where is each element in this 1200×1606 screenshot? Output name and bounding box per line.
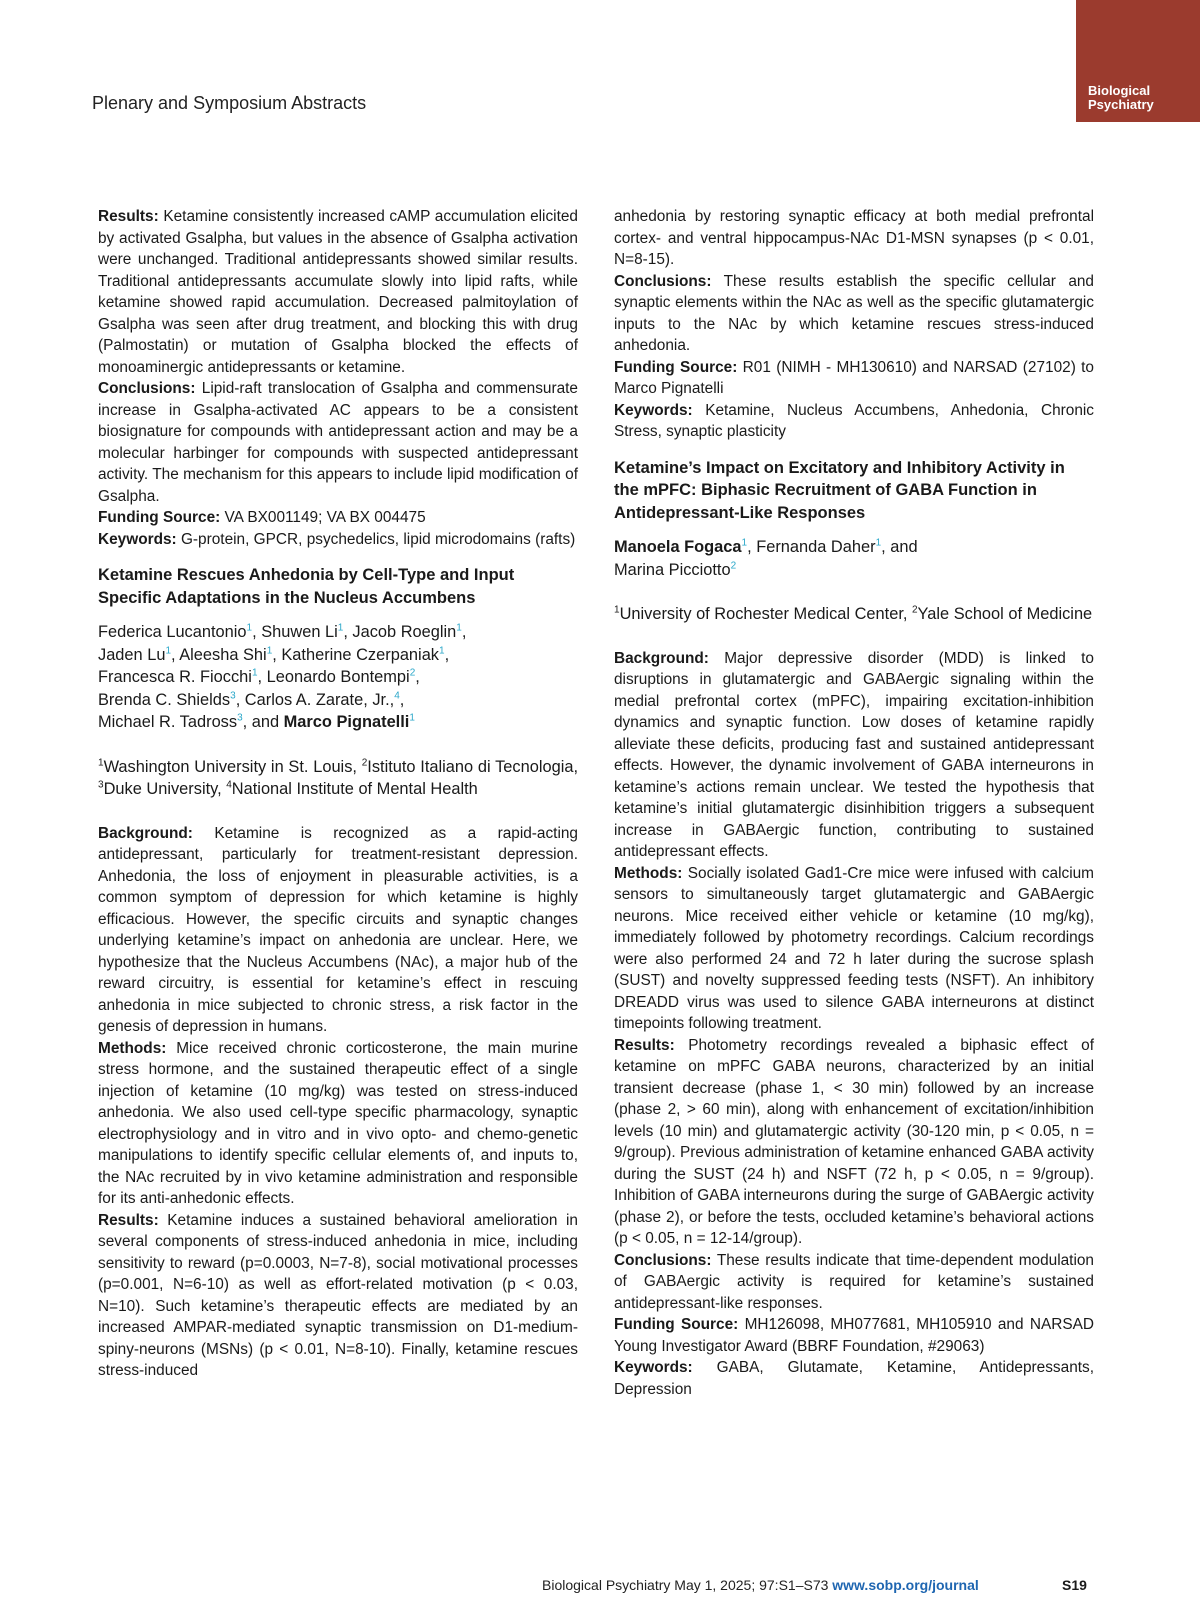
author-sup: 1: [875, 537, 882, 549]
affil-name: Duke University,: [103, 780, 227, 798]
section-label: Funding Source:: [614, 358, 738, 376]
author: Michael R. Tadross: [98, 713, 238, 731]
keywords-paragraph: [614, 400, 1094, 443]
section-text: These results establish the specific cellular and synaptic elements within the NAc as well as the specific glutamatergic inputs to the NAc by which ketamine rescues stress-induced anhedonia.: [614, 272, 1094, 354]
section-text: Ketamine, Nucleus Accumbens, Anhedonia, Chronic Stress, synaptic plasticity: [614, 401, 1094, 440]
author: Jacob Roeglin: [352, 623, 457, 641]
funding-paragraph: [614, 357, 1094, 400]
section-text: MH126098, MH077681, MH105910 and NARSAD Young Investigator Award (BBRF Foundation, #29063): [614, 1316, 1094, 1355]
section-label: Results:: [98, 208, 159, 225]
author: Fernanda Daher: [756, 538, 876, 556]
prev-conclusions-paragraph: [98, 378, 578, 507]
funding-paragraph: [614, 1314, 1094, 1357]
affil-name: Istituto Italiano di Tecnologia,: [367, 757, 579, 776]
author: Carlos A. Zarate, Jr.: [244, 690, 390, 709]
conclusions-paragraph: [614, 271, 1094, 357]
background-paragraph: [614, 648, 1094, 863]
citation-text: Biological Psychiatry May 1, 2025; 97:S1–S73: [542, 1577, 833, 1593]
journal-badge-line2: Psychiatry: [1088, 97, 1154, 112]
author: Francesca R. Fiocchi: [98, 668, 252, 686]
section-label: Keywords:: [614, 1359, 693, 1376]
affiliations: [614, 603, 1094, 626]
author-sup: 3: [237, 712, 243, 724]
section-text: GABA, Glutamate, Ketamine, Antidepressants, Depression: [614, 1359, 1094, 1398]
author-sup: 1: [165, 645, 172, 657]
methods-paragraph: [614, 863, 1094, 1035]
section-text: G-protein, GPCR, psychedelics, lipid microdomains (rafts): [176, 530, 576, 548]
author-sup: 1: [337, 622, 344, 634]
affil-name: Washington University in St. Louis,: [103, 757, 362, 776]
section-text: Lipid-raft translocation of Gsalpha and commensurate increase in Gsalpha-activated AC appears to be a consistent biosignature for compounds with antidepressant action and may be a molecular harbinger for compounds with suspected antidepressant activity. The mechanism for this appears to include lipid modification of Gsalpha.: [98, 380, 578, 505]
affil-sup: 1: [98, 757, 104, 769]
affil-name: Yale School of Medicine: [917, 605, 1093, 623]
prev-results-paragraph: [98, 206, 578, 378]
page-number: S19: [1062, 1577, 1087, 1593]
author-sup: 1: [456, 622, 462, 634]
results-continued-paragraph: [614, 206, 1094, 271]
section-label: Results:: [98, 1211, 159, 1229]
journal-badge: [1076, 0, 1200, 122]
author: Jaden Lu: [98, 645, 166, 664]
right-column: [614, 206, 1094, 1400]
author-sup: 1: [246, 622, 253, 634]
section-text: Ketamine induces a sustained behavioral amelioration in several components of stress-induced anhedonia in mice, including sensitivity to reward (p=0.0003, N=7-8), social motivational processes (p=0.001, N=6-10) as well as effort-related motivation (p < 0.03, N=10). Such ketamine’s therapeutic effects are mediated by an increased AMPAR-mediated synaptic transmission on D1-medium-spiny-neurons (MSNs) (p < 0.01, N=8-10). Finally, ketamine rescues stress-induced: [98, 1211, 578, 1379]
methods-paragraph: [98, 1038, 578, 1210]
prev-funding-paragraph: [98, 507, 578, 529]
section-label: Keywords:: [614, 401, 693, 419]
affil-sup: 4: [226, 779, 232, 791]
section-label: Background:: [614, 649, 709, 667]
author-sup: 2: [409, 667, 416, 679]
section-label: Keywords:: [98, 530, 177, 548]
author: Aleesha Shi: [179, 645, 267, 664]
and-word: , and: [242, 713, 284, 731]
author-sup: 1: [409, 712, 415, 724]
author-sup: 3: [230, 690, 236, 702]
section-label: Results:: [614, 1036, 675, 1054]
section-text: Socially isolated Gad1-Cre mice were infused with calcium sensors to simultaneously target glutamatergic and GABAergic neurons. Mice received either vehicle or ketamine (10 mg/kg), immediately followed by photometry recordings. Calcium recordings were also performed 24 and 72 h later during the sucrose splash (SUST) and novelty suppressed feeding tests (NSFT). An inhibitory DREADD virus was used to silence GABA interneurons at distinct timepoints following treatment.: [614, 864, 1094, 1032]
author: Federica Lucantonio: [98, 623, 247, 641]
author: Marina Picciotto: [614, 560, 731, 579]
affil-sup: 2: [911, 604, 918, 616]
footer-citation: [542, 1577, 979, 1593]
section-label: Funding Source:: [98, 509, 221, 526]
section-text: Photometry recordings revealed a biphasic effect of ketamine on mPFC GABA neurons, characterized by an initial transient decrease (phase 1, < 30 min) followed by an increase (phase 2, > 60 min), along with enhancement of excitation/inhibition levels (10 min) and glutamatergic activity (30-120 min, p < 0.05, n = 9/group). Previous administration of ketamine enhanced GABA activity during the SUST (24 h) and NSFT (72 h, p < 0.05, n = 9/group). Inhibition of GABA interneurons during the surge of GABAergic activity (phase 2), or before the tests, occluded ketamine’s behavioral actions (p < 0.05, n = 12-14/group).: [614, 1036, 1094, 1247]
section-text: Ketamine consistently increased cAMP accumulation elicited by activated Gsalpha, but values in the absence of Gsalpha activation were unchanged. Traditional antidepressants showed similar results. Traditional antidepressants accumulate slowly into lipid rafts, while ketamine showed rapid accumulation. Decreased palmitoylation of Gsalpha was seen after drug treatment, and blocking this with drug (Palmostatin) or mutation of Gsalpha blocked the effects of monoaminergic antidepressants or ketamine.: [98, 208, 578, 376]
affil-name: National Institute of Mental Health: [231, 780, 478, 798]
journal-badge-line1: Biological: [1088, 83, 1151, 98]
author-presenting: Marco Pignatelli: [283, 713, 410, 731]
background-paragraph: [98, 823, 578, 1038]
affil-name: University of Rochester Medical Center,: [619, 605, 912, 623]
author-sup: 1: [741, 537, 748, 549]
section-label: Conclusions:: [614, 272, 712, 290]
section-text: These results indicate that time-dependent modulation of GABAergic activity is required for ketamine’s sustained antidepressant-like responses.: [614, 1251, 1094, 1312]
conclusions-paragraph: [614, 1250, 1094, 1315]
affil-sup: 3: [98, 779, 104, 791]
author-sup: 2: [730, 560, 737, 572]
section-label: Conclusions:: [614, 1251, 712, 1269]
journal-url-link[interactable]: www.sobp.org/journal: [832, 1577, 979, 1593]
author: Shuwen Li: [261, 623, 338, 641]
author-sup: 4: [394, 690, 400, 702]
abstract-title: Ketamine Rescues Anhedonia by Cell-Type and Input Specific Adaptations in the Nucleus Accumbens: [98, 566, 515, 607]
section-label: Methods:: [98, 1039, 167, 1057]
affil-sup: 1: [614, 604, 620, 616]
author: Leonardo Bontempi: [266, 668, 410, 686]
author-sup: 1: [266, 645, 273, 657]
section-text: Mice received chronic corticosterone, the main murine stress hormone, and the sustained therapeutic effect of a single injection of ketamine (10 mg/kg) was tested on stress-induced anhedonia. We also used cell-type specific pharmacology, synaptic electrophysiology and in vitro and in vivo opto- and chemo-genetic manipulations to identify specific cellular elements of, and inputs to, the NAc recruited by in vivo ketamine administration and responsible for its anti-anhedonic effects.: [98, 1039, 578, 1207]
keywords-paragraph: [614, 1357, 1094, 1400]
section-text: R01 (NIMH - MH130610) and NARSAD (27102) to Marco Pignatelli: [614, 358, 1094, 397]
author-presenting: Manoela Fogaca: [614, 538, 742, 556]
author-sup: 1: [251, 667, 258, 679]
author-list: Federica Lucantonio$^1$, Shuwen Li$^1$, Jacob Roeglin$^1$, Jaden Lu$^1$, Aleesha Shi$^1$, Katherine Czerpaniak$^1$, Francesca R. Fiocchi$^1$, Leonardo Bontempi$^2$, Brenda C. Shields$^3$, Carlos A. Zarate, Jr.,$^4$, Michael R. Tadross$^3$, and Marco Pignatelli$^1$: [98, 622, 467, 731]
section-label: Conclusions:: [98, 380, 196, 397]
author: Katherine Czerpaniak: [281, 645, 439, 664]
affiliations: [98, 756, 578, 801]
abstract-title: Ketamine’s Impact on Excitatory and Inhibitory Activity in the mPFC: Biphasic Recruitment of GABA Function in Antidepressant-Like Responses: [614, 458, 1065, 522]
section-label: Background:: [98, 824, 193, 842]
section-text: VA BX001149; VA BX 004475: [220, 509, 426, 526]
affil-sup: 2: [361, 757, 368, 769]
section-text: anhedonia by restoring synaptic efficacy at both medial prefrontal cortex- and ventral hippocampus-NAc D1-MSN synapses (p < 0.01, N=8-15).: [614, 208, 1094, 268]
section-text: Major depressive disorder (MDD) is linked to disruptions in glutamatergic and GABAergic signaling within the medial prefrontal cortex (mPFC), impairing excitation-inhibition dynamics and synaptic function. Low doses of ketamine rapidly alleviate these deficits, producing fast and sustained antidepressant effects. However, the dynamic involvement of GABA interneurons in ketamine’s actions remain unclear. We tested the hypothesis that ketamine’s initial glutamatergic disinhibition triggers a subsequent increase in GABAergic function, contributing to sustained antidepressant effects.: [614, 649, 1094, 860]
section-text: Ketamine is recognized as a rapid-acting antidepressant, particularly for treatment-resistant depression. Anhedonia, the loss of enjoyment in pleasurable activities, is a common symptom of depression for which ketamine is highly efficacious. However, the specific circuits and synaptic changes underlying ketamine’s impact on anhedonia are unclear. Here, we hypothesize that the Nucleus Accumbens (NAc), a major hub of the reward circuitry, is essential for ketamine’s effect in rescuing anhedonia in mice subjected to chronic stress, a risk factor in the genesis of depression in humans.: [98, 824, 578, 1035]
author-sup: 1: [439, 645, 445, 657]
running-title: Plenary and Symposium Abstracts: [92, 93, 367, 113]
prev-keywords-paragraph: [98, 529, 578, 551]
author-list: Manoela Fogaca$^1$, Fernanda Daher$^1$, and Marina Picciotto$^2$: [614, 537, 918, 579]
section-label: Funding Source:: [614, 1316, 739, 1333]
results-paragraph: [614, 1035, 1094, 1250]
left-column: [98, 206, 578, 1382]
results-paragraph: [98, 1210, 578, 1382]
section-label: Methods:: [614, 864, 683, 882]
author: Brenda C. Shields: [98, 690, 231, 709]
